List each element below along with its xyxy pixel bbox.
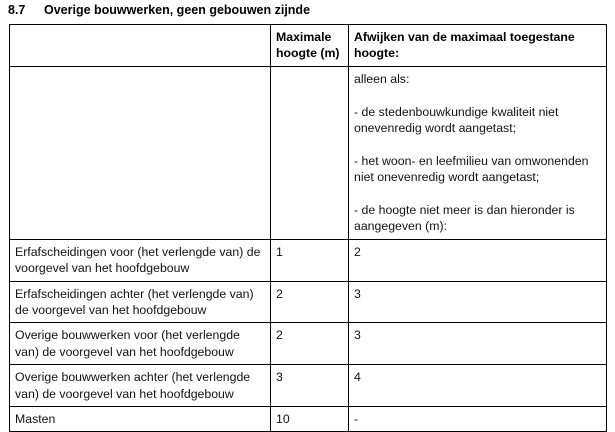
specifications-table-container [9,24,606,432]
row-description: Overige bouwwerken achter (het verlengde van) de voorgevel van het hoofdgebouw [10,365,271,407]
column-header-deviation: Afwijken van de maximaal toegestane hoogte: [349,25,607,67]
row-deviation: 4 [349,365,607,407]
row-description: Masten [10,407,271,432]
row-max-height: 2 [271,281,349,323]
table-row [10,239,607,281]
row-deviation: - [349,407,607,432]
page-title: Overige bouwwerken, geen gebouwen zijnde [44,3,311,17]
specifications-table [9,24,607,432]
row-max-height: 1 [271,239,349,281]
row-deviation: 3 [349,281,607,323]
conditions-max-height-cell [271,66,349,239]
condition-item-2: - het woon- en leefmilieu van omwonenden niet onevenredig wordt aangetast; [354,153,589,185]
row-deviation: 2 [349,239,607,281]
section-number: 8.7 [8,3,26,17]
section-heading [0,2,615,22]
row-deviation: 3 [349,323,607,365]
conditions-intro: alleen als: [354,71,410,86]
table-row [10,323,607,365]
conditions-deviation-cell [349,66,607,239]
condition-item-3: - de hoogte niet meer is dan hieronder is aangegeven (m): [354,203,575,234]
column-header-description [10,25,271,67]
row-max-height: 2 [271,323,349,365]
column-header-max-height: Maximale hoogte (m) [271,25,349,67]
row-description: Overige bouwwerken voor (het verlengde van) de voorgevel van het hoofdgebouw [10,323,271,365]
row-max-height: 10 [271,407,349,432]
table-header-row [10,25,607,67]
condition-item-1: - de stedenbouwkundige kwaliteit niet onevenredig wordt aangetast; [354,104,559,136]
row-description: Erfafscheidingen voor (het verlengde van) de voorgevel van het hoofdgebouw [10,239,271,281]
table-row [10,407,607,432]
conditions-block [354,71,601,235]
conditions-row [10,66,607,239]
conditions-description-cell [10,66,271,239]
table-row [10,281,607,323]
row-description: Erfafscheidingen achter (het verlengde van) de voorgevel van het hoofdgebouw [10,281,271,323]
table-row [10,365,607,407]
row-max-height: 3 [271,365,349,407]
